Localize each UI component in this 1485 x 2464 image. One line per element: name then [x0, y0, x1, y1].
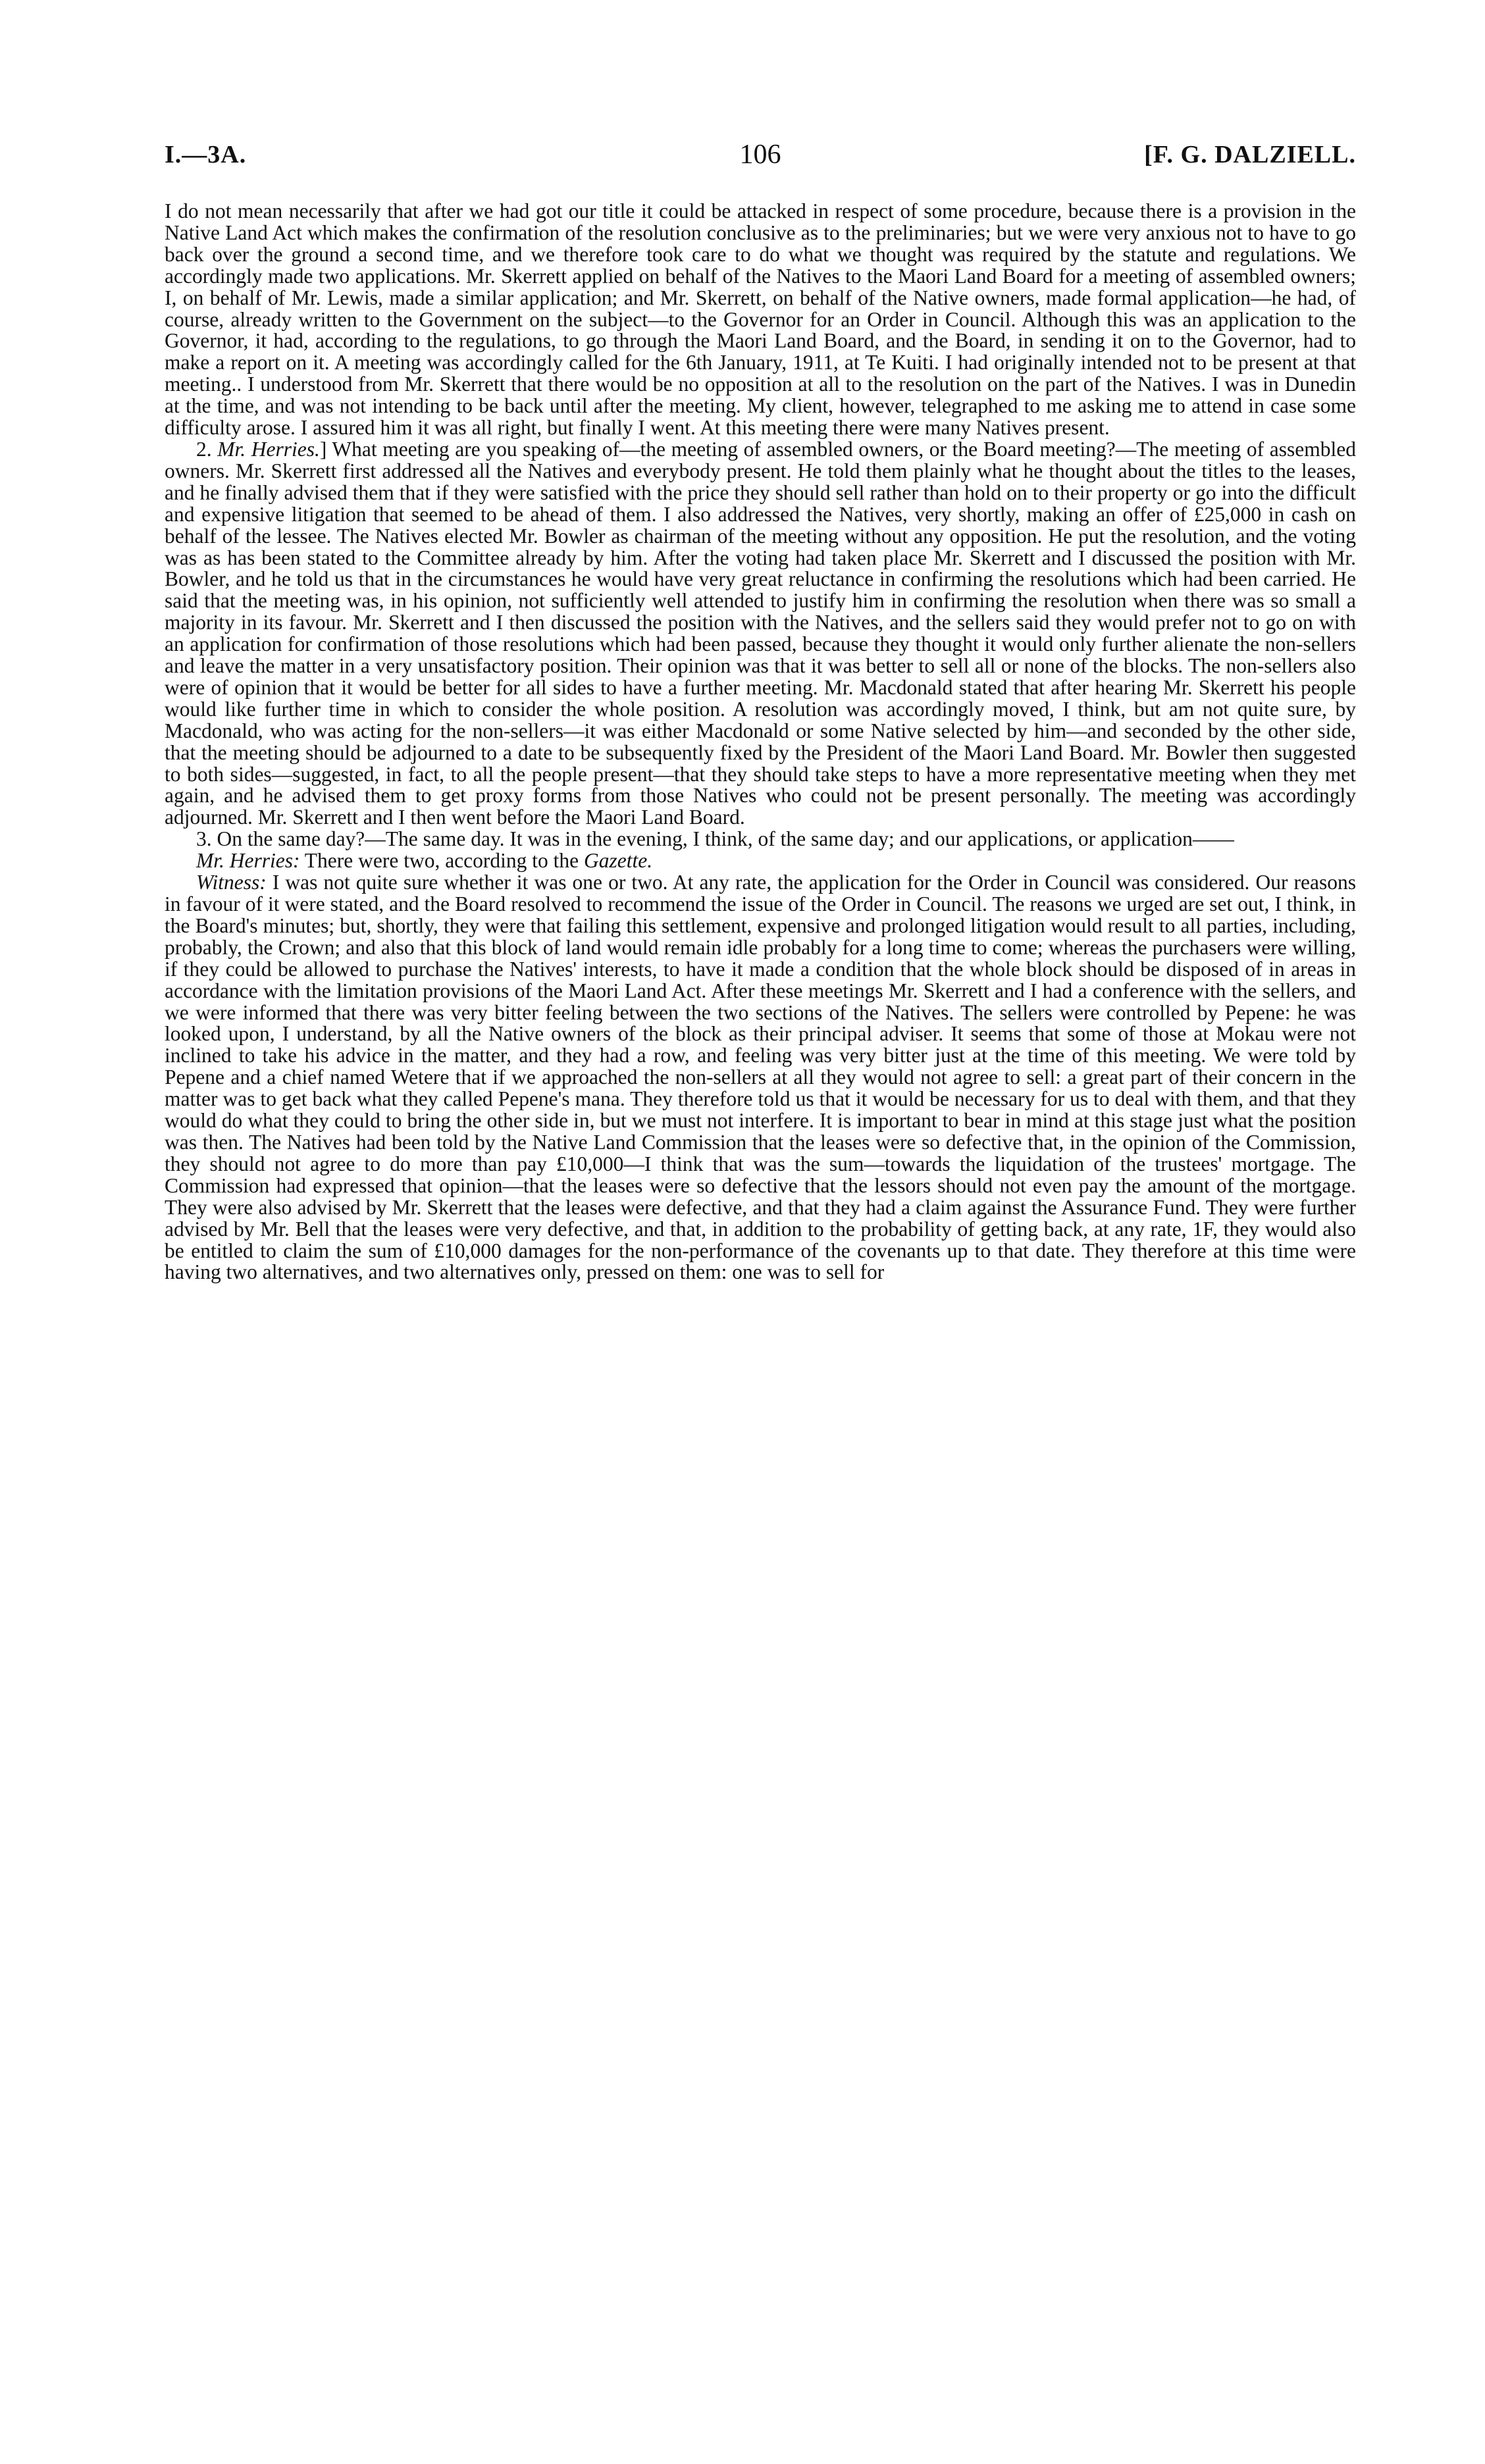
italic-text: Mr. Herries.	[217, 437, 320, 461]
document-reference: I.—3A.	[165, 141, 247, 168]
paragraph	[165, 829, 1356, 850]
witness-name: [F. G. DALZIELL.	[1144, 141, 1356, 168]
document-body	[165, 201, 1356, 1283]
paragraph-text: There were two, according to the	[300, 849, 584, 873]
paragraph	[165, 201, 1356, 439]
italic-text: Witness:	[196, 871, 267, 894]
paragraph-text: I do not mean necessarily that after we had got our title it could be attacked in respect of some procedure, because there is a provision in the Native Land Act which makes the confirmation of the resolution conclusive as to the preliminaries; but we were very anxious not to have to go back over the ground a second time, and we therefore took care to do what we thought was required by the statute and regulations. We accordingly made two applications. Mr. Skerrett applied on behalf of the Natives to the Maori Land Board for a meeting of assembled owners; I, on behalf of Mr. Lewis, made a similar application; and Mr. Skerrett, on behalf of the Native owners, made formal application—he had, of course, already written to the Government on the subject—to the Governor for an Order in Council. Although this was an application to the Governor, it had, according to the regulations, to go through the Maori Land Board, and the Board, in sending it on to the Governor, had to make a report on it. A meeting was accordingly called for the 6th January, 1911, at Te Kuiti. I had originally intended not to be present at that meeting.. I understood from Mr. Skerrett that there would be no opposition at all to the resolution on the part of the Natives. I was in Dunedin at the time, and was not intending to be back until after the meeting. My client, however, telegraphed to me asking me to attend in case some difficulty arose. I assured him it was all right, but finally I went. At this meeting there were many Natives present.	[165, 199, 1356, 440]
italic-text: Mr. Herries:	[196, 849, 300, 873]
paragraph-text: 3. On the same day?—The same day. It was in the evening, I think, of the same day; and our applications, or application——	[196, 827, 1234, 851]
page-header	[165, 135, 1356, 174]
page-number: 106	[739, 140, 781, 170]
paragraph-text: I was not quite sure whether it was one or two. At any rate, the application for the Order in Council was considered. Our reasons in favour of it were stated, and the Board resolved to recommend the issue of the Order in Council. The reasons we urged are set out, I think, in the Board's minutes; but, shortly, they were that failing this settlement, expensive and prolonged litigation would result to all parties, including, probably, the Crown; and also that this block of land would remain idle probably for a long time to come; whereas the purchasers were willing, if they could be allowed to purchase the Natives' interests, to have it made a condition that the whole block should be disposed of in areas in accordance with the limitation provisions of the Maori Land Act. After these meetings Mr. Skerrett and I had a conference with the sellers, and we were informed that there was very bitter feeling between the two sections of the Natives. The sellers were controlled by Pepene: he was looked upon, I understand, by all the Native owners of the block as their principal adviser. It seems that some of those at Mokau were not inclined to take his advice in the matter, and they had a row, and feeling was very bitter just at the time of this meeting. We were told by Pepene and a chief named Wetere that if we approached the non-sellers at all they would not agree to sell: a great part of their concern in the matter was to get back what they called Pepene's mana. They therefore told us that it would be necessary for us to deal with them, and that they would do what they could to bring the other side in, but we must not interfere. It is important to bear in mind at this stage just what the position was then. The Natives had been told by the Native Land Commission that the leases were so defective that, in the opinion of the Commission, they should not agree to do more than pay £10,000—I think that was the sum—towards the liquidation of the trustees' mortgage. The Commission had expressed that opinion—that the leases were so defective that the lessors should not even pay the amount of the mortgage. They were also advised by Mr. Skerrett that the leases were defective, and that they had a claim against the Assurance Fund. They were further advised by Mr. Bell that the leases were very defective, and that, in addition to the probability of getting back, at any rate, 1F, they would also be entitled to claim the sum of £10,000 damages for the non-performance of the covenants up to that date. They therefore at this time were having two alternatives, and two alternatives only, pressed on them: one was to sell for	[165, 871, 1356, 1284]
paragraph	[165, 872, 1356, 1283]
paragraph	[165, 439, 1356, 829]
paragraph-text: ] What meeting are you speaking of—the meeting of assembled owners, or the Board meeting?—The meeting of assembled owners. Mr. Skerrett first addressed all the Natives and everybody present. He told them plainly what he thought about the titles to the leases, and he finally advised them that if they were satisfied with the price they should sell rather than hold on to their property or go into the difficult and expensive litigation that seemed to be ahead of them. I also addressed the Natives, very shortly, making an offer of £25,000 in cash on behalf of the lessee. The Natives elected Mr. Bowler as chairman of the meeting without any opposition. He put the resolution, and the voting was as has been stated to the Committee already by him. After the voting had taken place Mr. Skerrett and I discussed the position with Mr. Bowler, and he told us that in the circumstances he would have very great reluctance in confirming the resolutions which had been carried. He said that the meeting was, in his opinion, not sufficiently well attended to justify him in confirming the resolution when there was so small a majority in its favour. Mr. Skerrett and I then discussed the position with the Natives, and the sellers said they would prefer not to go on with an application for confirmation of those resolutions which had been passed, because they thought it would only further alienate the non-sellers and leave the matter in a very unsatisfactory position. Their opinion was that it was better to sell all or none of the blocks. The non-sellers also were of opinion that it would be better for all sides to have a further meeting. Mr. Macdonald stated that after hearing Mr. Skerrett his people would like further time in which to consider the whole position. A resolution was accordingly moved, I think, but am not quite sure, by Macdonald, who was acting for the non-sellers—it was either Macdonald or some Native selected by him—and seconded by the other side, that the meeting should be adjourned to a date to be subsequently fixed by the President of the Maori Land Board. Mr. Bowler then suggested to both sides—suggested, in fact, to all the people present—that they should take steps to have a more representative meeting when they met again, and he advised them to get proxy forms from those Natives who could not be present personally. The meeting was accordingly adjourned. Mr. Skerrett and I then went before the Maori Land Board.	[165, 437, 1356, 829]
paragraph-text: 2.	[196, 437, 218, 461]
italic-text: Gazette.	[584, 849, 653, 873]
paragraph	[165, 850, 1356, 872]
